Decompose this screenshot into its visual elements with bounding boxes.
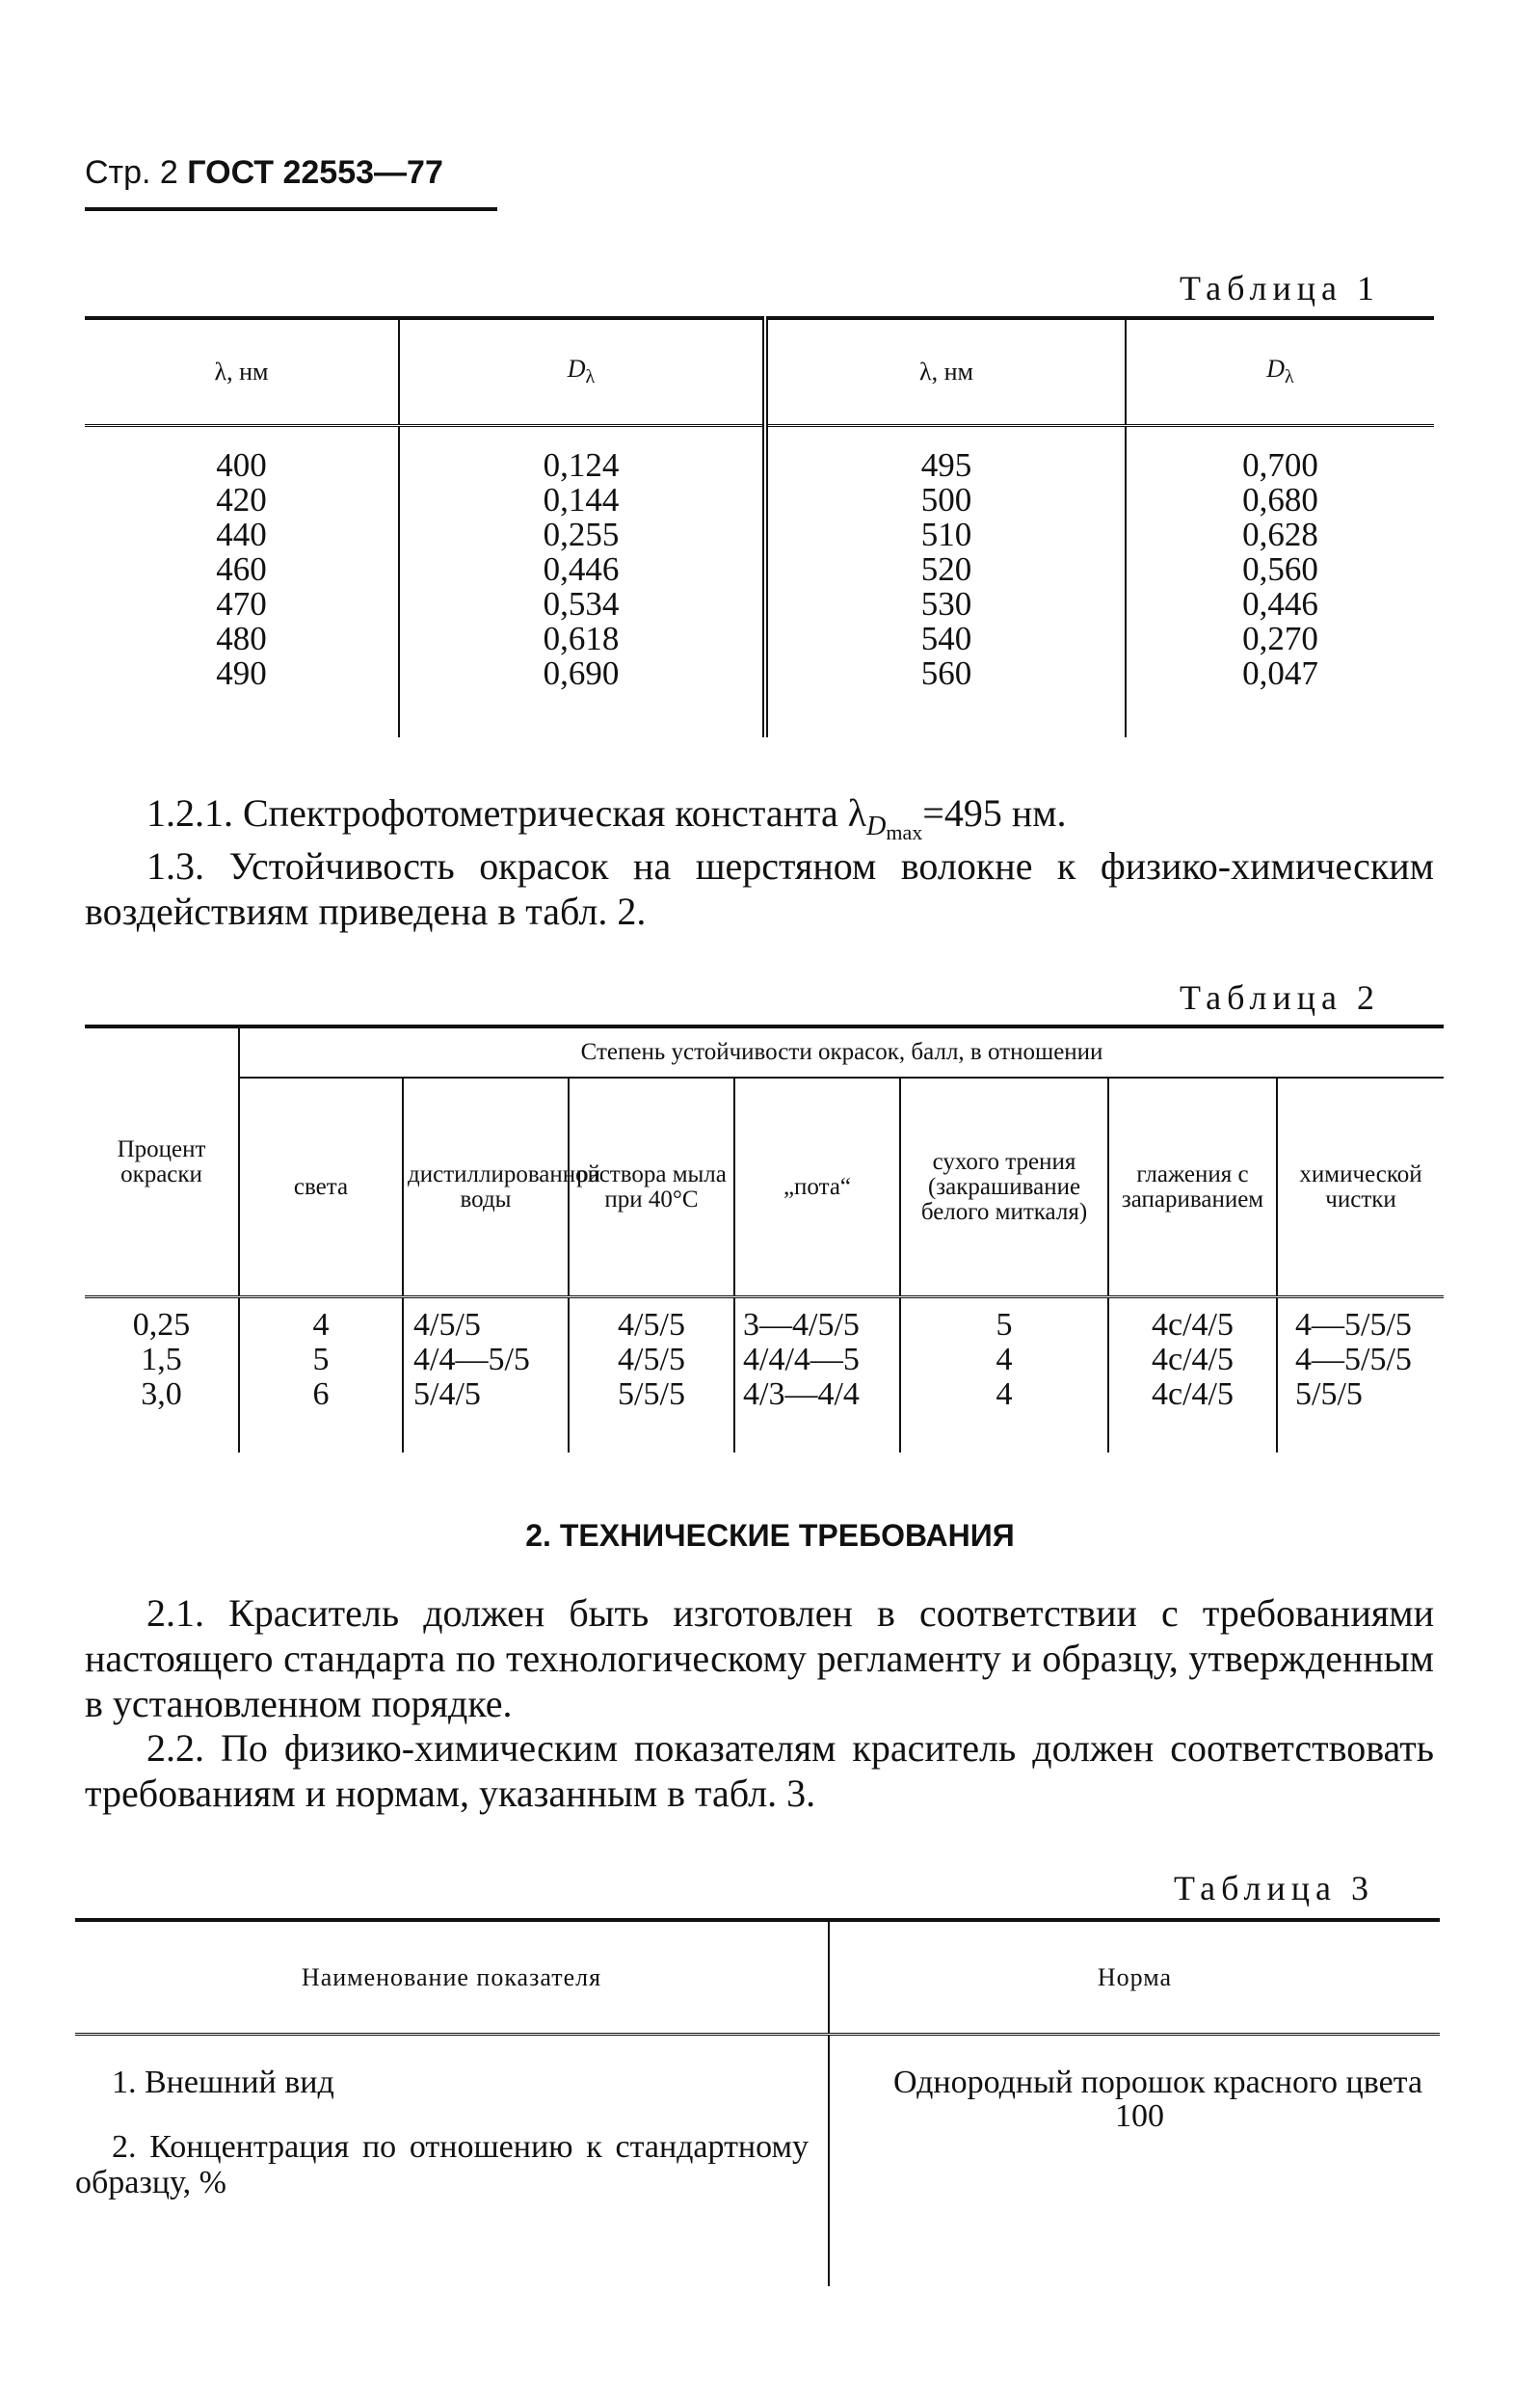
- table1-header-row: [85, 318, 1434, 426]
- table3: [75, 1918, 1440, 2286]
- table3-col-norm: [829, 2035, 1440, 2287]
- table1-col-lambda-2: 495 500 510 520 530 540 560: [765, 426, 1126, 738]
- header-rule: [85, 207, 497, 211]
- page-header: [85, 154, 443, 192]
- paragraph-1-2-1: 1.2.1. Спектрофотометрическая константа $\lambda_{Dmax}=495$ нм.: [146, 791, 1067, 844]
- table2-col-percent: 0,25 1,5 3,0: [132, 1307, 191, 1412]
- table3-body-row: [75, 2035, 1440, 2287]
- table2-header-rub: сухого трения (закрашивание белого миткаля): [900, 1078, 1108, 1297]
- table1-header-d-2: $D_\lambda$: [1126, 318, 1434, 426]
- table3-header-name: Наименование показателя: [75, 1920, 829, 2035]
- table2-col-iron: 4с/4/5 4с/4/5 4с/4/5: [1108, 1297, 1277, 1453]
- table3-row2-name: 2. Концентрация по отношению к стандартному образцу, %: [75, 2129, 809, 2200]
- page-number: Стр. 2: [85, 154, 178, 191]
- table2-col-sweat: 3—4/5/5 4/4/4—5 4/3—4/4: [734, 1297, 900, 1453]
- table3-caption: Таблица 3: [1174, 1869, 1374, 1907]
- table2-group-header: Степень устойчивости окрасок, балл, в отношении: [239, 1026, 1444, 1078]
- table2-body-row: [85, 1297, 1444, 1453]
- table1-header-lambda-1: λ, нм: [85, 318, 399, 426]
- table2-col-water: 4/5/5 4/4—5/5 5/4/5: [403, 1297, 569, 1453]
- table2: [85, 1025, 1444, 1453]
- table1: [85, 316, 1434, 737]
- table2-col-soap: 4/5/5 4/5/5 5/5/5: [569, 1297, 734, 1453]
- table1-caption: Таблица 1: [1180, 269, 1380, 307]
- table2-header-light: света: [239, 1078, 403, 1297]
- table2-column-header-row: [85, 1078, 1444, 1297]
- table1-body-row: [85, 426, 1434, 738]
- table3-header-row: [75, 1920, 1440, 2035]
- table2-header-sweat: „пота“: [734, 1078, 900, 1297]
- table3-col-name: [75, 2035, 829, 2287]
- table1-header-lambda-2: λ, нм: [765, 318, 1126, 426]
- table2-header-iron: глажения с запариванием: [1108, 1078, 1277, 1297]
- table2-group-header-row: [85, 1026, 1444, 1078]
- table2-header-soap: раствора мыла при 40°С: [569, 1078, 734, 1297]
- table3-row2-norm: 100: [1115, 2098, 1164, 2134]
- standard-number: ГОСТ 22553—77: [187, 154, 443, 191]
- table2-col-rub: 5 4 4: [900, 1297, 1108, 1453]
- table2-col-chem: 4—5/5/5 4—5/5/5 5/5/5: [1277, 1297, 1444, 1453]
- table2-caption: Таблица 2: [1180, 978, 1380, 1017]
- section-2-title: 2. ТЕХНИЧЕСКИЕ ТРЕБОВАНИЯ: [525, 1518, 1015, 1553]
- table3-header-norm: Норма: [829, 1920, 1440, 2035]
- table1-header-d-1: $D_\lambda$: [399, 318, 765, 426]
- table1-col-lambda-1: 400 420 440 460 470 480 490: [216, 446, 267, 692]
- paragraph-2-1: 2.1. Краситель должен быть изготовлен в соответствии с требованиями настоящего стандарта по технологическому регламенту и образцу, утвержденным в установленном порядке.: [85, 1591, 1434, 1725]
- table2-col-light: 4 5 6: [239, 1297, 403, 1453]
- table2-row-header: Процент окраски: [85, 1026, 239, 1297]
- table1-col-d-1: 0,124 0,144 0,255 0,446 0,534 0,618 0,690: [399, 426, 765, 738]
- table1-col-d-2: 0,700 0,680 0,628 0,560 0,446 0,270 0,047: [1126, 426, 1434, 738]
- paragraph-1-3: 1.3. Устойчивость окрасок на шерстяном волокне к физико-химическим воздействиям приведена в табл. 2.: [85, 844, 1434, 933]
- paragraph-2-2: 2.2. По физико-химическим показателям краситель должен соответствовать требованиям и нормам, указанным в табл. 3.: [85, 1726, 1434, 1815]
- table2-header-chem: химической чистки: [1277, 1078, 1444, 1297]
- table3-row1-name: 1. Внешний вид: [112, 2065, 334, 2100]
- table2-header-water: дистиллированной воды: [403, 1078, 569, 1297]
- table3-row1-norm: Однородный порошок красного цвета: [893, 2065, 1423, 2100]
